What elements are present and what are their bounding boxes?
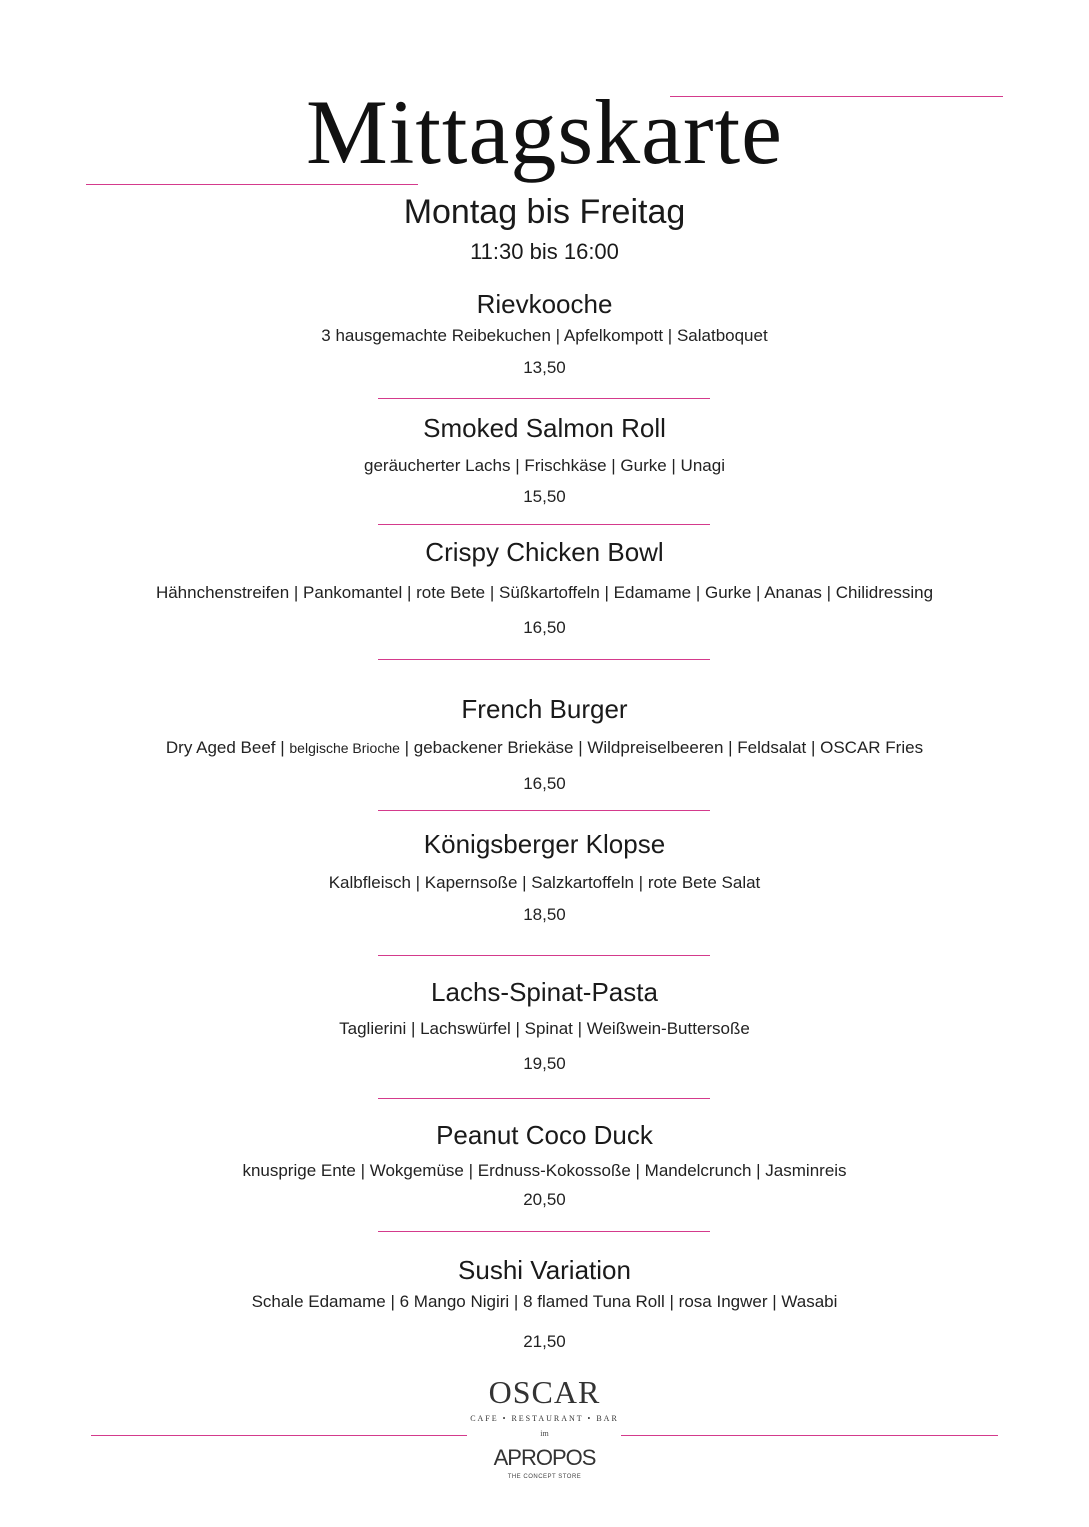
dish-name: Smoked Salmon Roll [423,413,666,443]
dish-price: 19,50 [523,1054,566,1073]
dish-description: Taglierini | Lachswürfel | Spinat | Weißwein-Buttersoße [339,1019,750,1038]
dish-separator [378,398,710,399]
logo-connector: im [540,1429,549,1438]
dish-price: 21,50 [523,1332,566,1351]
dish-price: 15,50 [523,487,566,506]
dish-separator [378,955,710,956]
dish-separator [378,659,710,660]
menu-hours: 11:30 bis 16:00 [470,239,619,264]
dish-name: Königsberger Klopse [423,829,666,859]
dish-separator [378,524,710,525]
dish-name: Lachs-Spinat-Pasta [431,977,658,1007]
dish-description: geräucherter Lachs | Frischkäse | Gurke | Unagi [364,456,725,475]
apropos-logo-tagline: THE CONCEPT STORE [507,1474,582,1480]
dish-description: Schale Edamame | 6 Mango Nigiri | 8 flamed Tuna Roll | rosa Ingwer | Wasabi [251,1292,838,1311]
apropos-logo: APROPOS [493,1445,596,1470]
dish-description: 3 hausgemachte Reibekuchen | Apfelkompott | Salatboquet [321,326,768,345]
dish-description-part: | gebackener Briekäse | Wildpreiselbeeren | Feldsalat | OSCAR Fries [399,738,924,757]
menu-title: Mittagskarte [306,81,783,183]
dish-price: 13,50 [523,358,566,377]
dish-separator [378,1098,710,1099]
dish-separator [378,1231,710,1232]
menu-days: Montag bis Freitag [403,193,686,231]
dish-name: Rievkooche [476,289,613,319]
dish-description: Hähnchenstreifen | Pankomantel | rote Bete | Süßkartoffeln | Edamame | Gurke | Ananas | Chilidressing [155,583,934,602]
dish-name: French Burger [461,694,628,724]
dish-description-part: Dry Aged Beef | [165,738,290,757]
dish-price: 16,50 [523,618,566,637]
dish-separator [378,810,710,811]
dish-description [0,737,1089,759]
oscar-logo: OSCAR [488,1374,601,1410]
dish-description: knusprige Ente | Wokgemüse | Erdnuss-Kokossoße | Mandelcrunch | Jasminreis [242,1161,847,1180]
dish-price: 20,50 [523,1190,566,1209]
dish-price: 18,50 [523,905,566,924]
dish-price: 16,50 [523,774,566,793]
dish-description-part-small: belgische Brioche [289,740,400,756]
dish-description: Kalbfleisch | Kapernsoße | Salzkartoffeln | rote Bete Salat [328,873,761,892]
dish-name: Sushi Variation [458,1255,631,1285]
oscar-logo-tagline: CAFE • RESTAURANT • BAR [470,1414,619,1423]
dish-name: Crispy Chicken Bowl [425,537,664,567]
dish-name: Peanut Coco Duck [436,1120,653,1150]
header-line-left [86,184,418,185]
